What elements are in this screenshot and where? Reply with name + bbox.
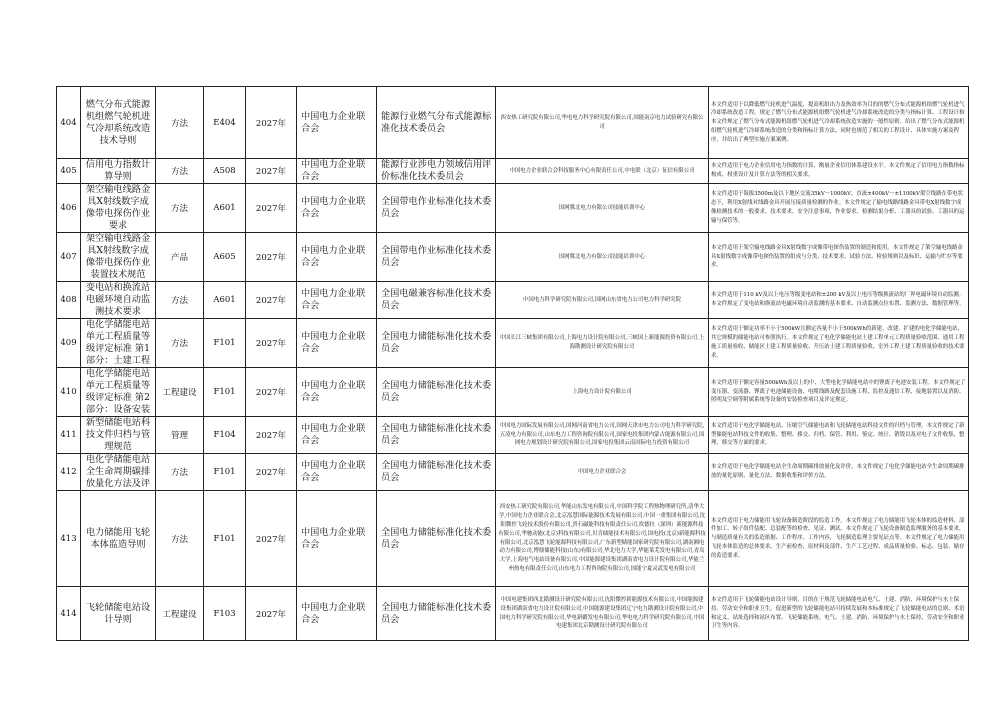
table-row bbox=[57, 491, 969, 587]
category-code-cell: F101 bbox=[204, 368, 246, 417]
table-row bbox=[57, 159, 969, 184]
table-row bbox=[57, 184, 969, 233]
category-code-cell: E404 bbox=[204, 87, 246, 159]
table-row bbox=[57, 319, 969, 368]
technical-committee-cell: 能源行业涉电力领域信用评价标准化技术委员会 bbox=[377, 159, 496, 184]
row-number-cell: 404 bbox=[57, 87, 81, 159]
technical-committee-cell: 全国带电作业标准化技术委员会 bbox=[377, 233, 496, 282]
technical-committee-cell: 全国电力储能标准化技术委员会 bbox=[377, 587, 496, 641]
completion-year-cell: 2027年 bbox=[246, 587, 297, 641]
row-number-cell: 411 bbox=[57, 417, 81, 454]
row-number-cell: 410 bbox=[57, 368, 81, 417]
standard-type-cell: 方法 bbox=[156, 184, 204, 233]
responsible-org-cell: 中国电力企业联合会 bbox=[297, 184, 377, 233]
standard-type-cell: 工程建设 bbox=[156, 368, 204, 417]
technical-committee-cell: 能源行业燃气分布式能源标准化技术委员会 bbox=[377, 87, 496, 159]
category-code-cell: F103 bbox=[204, 587, 246, 641]
drafting-units-cell: 中国电力国际发展有限公司,国网河南省电力公司,国网天津市电力公司电力科学研究院,五凌电力有限公司,山东电力工程咨询院有限公司,国家电投集团内蒙古能源有限公司,国网电力规划设计研究院有限公司,国家电投集团云南国际电力投资有限公司 bbox=[496, 417, 709, 454]
responsible-org-cell: 中国电力企业联合会 bbox=[297, 159, 377, 184]
standard-name-cell: 燃气分布式能源机组燃气轮机进气冷却系统改造技术导则 bbox=[81, 87, 156, 159]
scope-description-cell: 本文件适用于电力企业信用电力指数的计算，衡量企业信用体系建设水平。本文件规定了信用电力指数指标构成、权重设计及计算方法等的相关要求。 bbox=[709, 159, 969, 184]
standard-type-cell: 产品 bbox=[156, 233, 204, 282]
scope-description-cell: 本文件适用于海拔3500m及以下地区交流35kV～1000kV、直流±400kV～±1100kV架空线路在带电状态下，利用X射线对线路金具开展压接质量检测的作业。本文件规定了输电线路线路金具带电X射线数字成像检测技术的一般要求、技术要求、安全注意事项、作业要求、检测结果分析、工器具的试验、工器具的运输与保管等。 bbox=[709, 184, 969, 233]
standard-type-cell: 管理 bbox=[156, 417, 204, 454]
table-row bbox=[57, 368, 969, 417]
technical-committee-cell: 全国电力储能标准化技术委员会 bbox=[377, 368, 496, 417]
standard-type-cell: 方法 bbox=[156, 282, 204, 319]
technical-committee-cell: 全国带电作业标准化技术委员会 bbox=[377, 184, 496, 233]
standard-name-cell: 架空输电线路金具X射线数字成像带电探伤作业要求 bbox=[81, 184, 156, 233]
completion-year-cell: 2027年 bbox=[246, 87, 297, 159]
drafting-units-cell: 中国电建集团西北勘测设计研究院有限公司,沈阳微控新能源技术有限公司,中国能源建设集团湖南省电力设计院有限公司,中国能源建设集团辽宁电力勘测设计院有限公司,中国电力科学研究院有限公司,华电新疆发电有限公司,华电电力科学研究院有限公司,中国电建集团北京勘测设计研究院有限公司 bbox=[496, 587, 709, 641]
scope-description-cell: 本文件适用于以降低燃气轮机进气温度、提高机组出力及热效率为目的的燃气分布式能源机组燃气轮机进气冷却系统改造工程。规定了燃气分布式能源机组燃气轮机进气冷却系统改造的分类与指标计算、工程设计和本文件规定了燃气分布式能源机组燃气轮机进气冷却系统改造实施的一般性原则。给出了燃气分布式能源机组燃气轮机进气冷却系统改造的分类和指标计算方法、同时也规范了相关的工程设计、具体实施方案及程序，并给出了典型实施方案案例。 bbox=[709, 87, 969, 159]
table-row bbox=[57, 587, 969, 641]
scope-description-cell: 本文件适用于飞轮储能电站设计导则，目的在于规范飞轮储能电站电气、土建、消防、环境保护与水土保持、劳动安全和职业卫生，促进新型的飞轮储能电站可持续发展和本标准规定了飞轮储能电站的总则、术语和定义、站址选择和站区布置、飞轮储能系统、电气、土建、消防、环境保护与水土保持、劳动安全和职业卫生等内容。 bbox=[709, 587, 969, 641]
category-code-cell: A605 bbox=[204, 233, 246, 282]
drafting-units-cell: 中国长江三峡集团有限公司,上海电力设计院有限公司,三峡国上新能源投资有限公司,上海勘测设计研究院有限公司 bbox=[496, 319, 709, 368]
responsible-org-cell: 中国电力企业联合会 bbox=[297, 368, 377, 417]
completion-year-cell: 2027年 bbox=[246, 184, 297, 233]
standard-name-cell: 电力储能用飞轮本体监造导则 bbox=[81, 491, 156, 587]
row-number-cell: 406 bbox=[57, 184, 81, 233]
responsible-org-cell: 中国电力企业联合会 bbox=[297, 87, 377, 159]
standard-name-cell: 新型储能电站科技文件归档与管理规范 bbox=[81, 417, 156, 454]
row-number-cell: 409 bbox=[57, 319, 81, 368]
standards-table-page bbox=[56, 86, 966, 641]
standard-type-cell: 方法 bbox=[156, 87, 204, 159]
responsible-org-cell: 中国电力企业联合会 bbox=[297, 319, 377, 368]
drafting-units-cell: 国网冀北电力有限公司技能培训中心 bbox=[496, 184, 709, 233]
scope-description-cell: 本文件适用于额定容量500kWh及以上的中、大型电化学储能电站中的锂离子电池安装工程。本文件规定了变压器、变流器、锂离子电池储能设备、电缆线路及配套设施工程、监控及通信工程、接地装置以及消防、照明及空调等附属系统等设备的安装检查项目及评定规定。 bbox=[709, 368, 969, 417]
technical-committee-cell: 全国电力储能标准化技术委员会 bbox=[377, 417, 496, 454]
standard-name-cell: 电化学储能电站单元工程质量等级评定标准 第2部分：设备安装 bbox=[81, 368, 156, 417]
table-row bbox=[57, 454, 969, 491]
completion-year-cell: 2027年 bbox=[246, 491, 297, 587]
standards-table-body bbox=[57, 87, 969, 641]
drafting-units-cell: 西安热工研究院有限公司,华能山东发电有限公司,中国科学院工程热物理研究所,清华大学,中国电力企业联合会,北京泓慧国际能源技术发展有限公司,中国一重集团有限公司,沈阳微控飞轮技术股份有限公司,贵石磁能科技有限责任公司,坎德拉（深圳）新能源科技有限公司,华驰动能(北京)科技有限公司,贝肯储能技术有限公司,国电投(北京)新能源科技有限公司,北京泓慧飞轮能源科技有限公司,广东新型储能国家研究院有限公司,湖南湘电动力有限公司,博鼎储能科技(山东)有限公司,华北电力大学,华能莱芜发电有限公司,青岛大学,上海电气电站设备有限公司,中国能源建设集团湖南省电力设计院有限公司,华能兰州热电有限责任公司,山东电力工程咨询院有限公司,国能宁夏灵武发电有限公司 bbox=[496, 491, 709, 587]
standard-name-cell: 架空输电线路金具X射线数字成像带电探伤作业装置技术规范 bbox=[81, 233, 156, 282]
standards-table bbox=[56, 86, 969, 641]
responsible-org-cell: 中国电力企业联合会 bbox=[297, 417, 377, 454]
technical-committee-cell: 全国电力储能标准化技术委员会 bbox=[377, 491, 496, 587]
category-code-cell: A601 bbox=[204, 184, 246, 233]
completion-year-cell: 2027年 bbox=[246, 233, 297, 282]
completion-year-cell: 2027年 bbox=[246, 319, 297, 368]
responsible-org-cell: 中国电力企业联合会 bbox=[297, 282, 377, 319]
responsible-org-cell: 中国电力企业联合会 bbox=[297, 587, 377, 641]
standard-type-cell: 方法 bbox=[156, 319, 204, 368]
technical-committee-cell: 全国电力储能标准化技术委员会 bbox=[377, 454, 496, 491]
row-number-cell: 413 bbox=[57, 491, 81, 587]
completion-year-cell: 2027年 bbox=[246, 368, 297, 417]
technical-committee-cell: 全国电磁兼容标准化技术委员会 bbox=[377, 282, 496, 319]
drafting-units-cell: 上海电力设计院有限公司 bbox=[496, 368, 709, 417]
table-row bbox=[57, 87, 969, 159]
scope-description-cell: 本文件适用于电力储能用飞轮设备制造阶段的监造工作。本文件规定了电力储能用飞轮本体的监造材料、部件加工、转子组件装配、总装配等的检查、见证、测试。本文件规定了飞轮设备制造监理服务的基本要求，与制造质量有关的监造依据、工作程序、工作内容，飞轮制造监理主要见证点等。本文件规定了电力储能用飞轮本体监造的总体要求、生产前检查、原材料及部件、生产工艺过程、成品质量检验、标志、包装、储存的监造要求。 bbox=[709, 491, 969, 587]
responsible-org-cell: 中国电力企业联合会 bbox=[297, 233, 377, 282]
row-number-cell: 412 bbox=[57, 454, 81, 491]
drafting-units-cell: 中国电力科学研究院有限公司,国网山东省电力公司电力科学研究院 bbox=[496, 282, 709, 319]
standard-type-cell: 方法 bbox=[156, 491, 204, 587]
drafting-units-cell: 中国电力企业联合会 bbox=[496, 454, 709, 491]
scope-description-cell: 本文件适用于110 kV及以上电压等级变电站和±200 kV及以上电压等级换流站的厂界电磁环境自动监测。本文件规定了变电站和换流站电磁环境自动监测的基本要求、自动监测点位布置、监测方法、数据管理等。 bbox=[709, 282, 969, 319]
table-row bbox=[57, 282, 969, 319]
completion-year-cell: 2027年 bbox=[246, 282, 297, 319]
category-code-cell: F101 bbox=[204, 454, 246, 491]
scope-description-cell: 本文件适用于额定功率不小于500kW且额定容量不小于500kWh的新建、改建、扩建的电化学储能电站，其它规模的储能电站可参照执行。本文件规定了电化学储能电站土建工程单元工程质量验收范围、通用工程施工质量验收、储能区土建工程质量验收、升压站土建工程质量验收、室外工程土建工程质量验收的技术要求。 bbox=[709, 319, 969, 368]
category-code-cell: F101 bbox=[204, 319, 246, 368]
responsible-org-cell: 中国电力企业联合会 bbox=[297, 454, 377, 491]
standard-name-cell: 电化学储能电站单元工程质量等级评定标准 第1部分：土建工程 bbox=[81, 319, 156, 368]
responsible-org-cell: 中国电力企业联合会 bbox=[297, 491, 377, 587]
category-code-cell: F101 bbox=[204, 491, 246, 587]
standard-name-cell: 电化学储能电站全生命周期碳排放量化方法及评 bbox=[81, 454, 156, 491]
category-code-cell: F104 bbox=[204, 417, 246, 454]
category-code-cell: A508 bbox=[204, 159, 246, 184]
standard-name-cell: 飞轮储能电站设计导则 bbox=[81, 587, 156, 641]
completion-year-cell: 2027年 bbox=[246, 417, 297, 454]
standard-type-cell: 工程建设 bbox=[156, 587, 204, 641]
drafting-units-cell: 西安热工研究院有限公司,华电电力科学研究院有限公司,国能南京电力试验研究有限公司 bbox=[496, 87, 709, 159]
row-number-cell: 408 bbox=[57, 282, 81, 319]
drafting-units-cell: 中国电力企业联合会科技服务中心有限责任公司,中电联（北京）征信有限公司 bbox=[496, 159, 709, 184]
category-code-cell: A601 bbox=[204, 282, 246, 319]
scope-description-cell: 本文件适用于电化学储能电站全生命周期碳排放量化及评价。本文件规定了电化学储能电站全生命周期碳排放的量化原则、量化方法、数据收集和评价方法。 bbox=[709, 454, 969, 491]
row-number-cell: 405 bbox=[57, 159, 81, 184]
standard-type-cell: 方法 bbox=[156, 454, 204, 491]
scope-description-cell: 本文件适用于架空输电线路金具X射线数字成像带电探伤装置的制造和使用。本文件规定了架空输电线路金具X射线数字成像带电探伤装置的组成与分类、技术要求、试验方法、检验规则以及标识、运输与贮存等要求。 bbox=[709, 233, 969, 282]
row-number-cell: 407 bbox=[57, 233, 81, 282]
table-row bbox=[57, 417, 969, 454]
standard-name-cell: 变电站和换流站电磁环境自动监测技术要求 bbox=[81, 282, 156, 319]
technical-committee-cell: 全国电力储能标准化技术委员会 bbox=[377, 319, 496, 368]
standard-type-cell: 方法 bbox=[156, 159, 204, 184]
completion-year-cell: 2027年 bbox=[246, 454, 297, 491]
completion-year-cell: 2027年 bbox=[246, 159, 297, 184]
standard-name-cell: 信用电力指数计算导则 bbox=[81, 159, 156, 184]
drafting-units-cell: 国网冀北电力有限公司技能培训中心 bbox=[496, 233, 709, 282]
table-row bbox=[57, 233, 969, 282]
row-number-cell: 414 bbox=[57, 587, 81, 641]
scope-description-cell: 本文件适用于电化学储能电站、压缩空气储能电站和飞轮储能电站科技文件的归档与管理。本文件规定了新型储能电站科技文件的收集、整理、移交、归档、保管、利用、鉴定、统计、销毁以及对电子文件收集、整理、移交等方面的要求。 bbox=[709, 417, 969, 454]
